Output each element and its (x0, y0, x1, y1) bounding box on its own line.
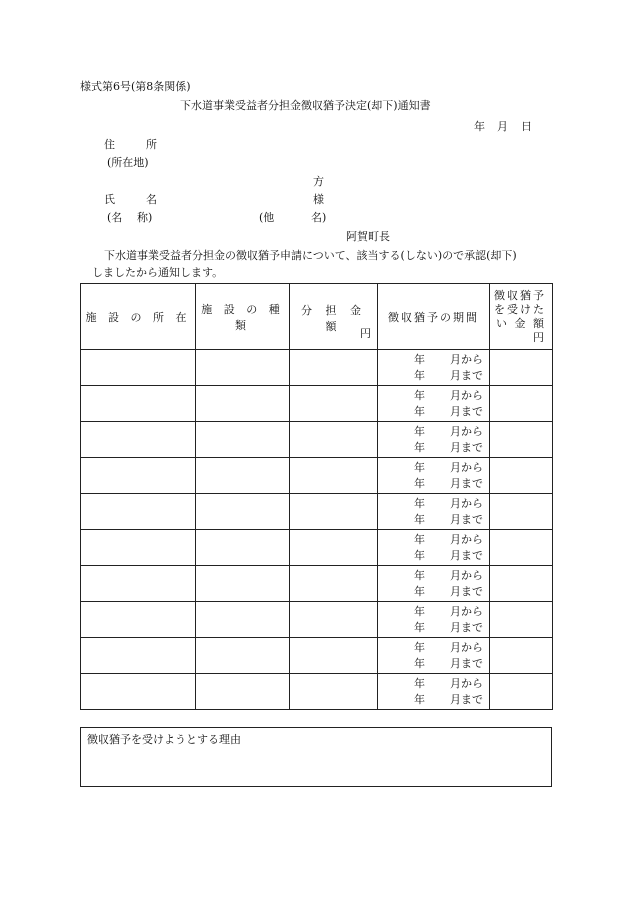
header-deferred-unit: 円 (533, 330, 546, 344)
period-from-month: 月から (450, 460, 483, 474)
cell-period (378, 674, 490, 710)
period-from-year: 年 (414, 424, 425, 438)
cell-period (378, 386, 490, 422)
period-to-month: 月まで (450, 692, 483, 706)
cell-type[interactable] (196, 422, 290, 458)
cell-type[interactable] (196, 386, 290, 422)
period-to-year: 年 (414, 656, 425, 670)
cell-deferred-amount[interactable] (490, 674, 553, 710)
cell-type[interactable] (196, 602, 290, 638)
cell-deferred-amount[interactable] (490, 602, 553, 638)
table-row (81, 386, 553, 422)
body-line-2: しましたから通知します。 (92, 266, 224, 279)
period-from-month: 月から (450, 568, 483, 582)
period-to-month: 月まで (450, 584, 483, 598)
period-from-year: 年 (414, 496, 425, 510)
period-from-month: 月から (450, 532, 483, 546)
name-sublabel-2: 称) (137, 211, 153, 224)
name-label-2: 名 (146, 193, 157, 206)
cell-period (378, 494, 490, 530)
period-to-year: 年 (414, 548, 425, 562)
cell-location[interactable] (81, 422, 196, 458)
cell-location[interactable] (81, 458, 196, 494)
issuer: 阿賀町長 (346, 230, 390, 243)
cell-period (378, 530, 490, 566)
cell-deferred-amount[interactable] (490, 386, 553, 422)
header-location: 施 設 の 所 在 (81, 284, 196, 350)
name-sublabel-1: (名 (107, 211, 123, 224)
period-from-month: 月から (450, 388, 483, 402)
period-to-month: 月まで (450, 620, 483, 634)
period-to-month: 月まで (450, 548, 483, 562)
period-to-month: 月まで (450, 476, 483, 490)
period-to-year: 年 (414, 404, 425, 418)
header-deferred-l3: い 金 額 (496, 316, 546, 330)
period-to-month: 月まで (450, 368, 483, 382)
cell-location[interactable] (81, 566, 196, 602)
cell-period (378, 602, 490, 638)
cell-location[interactable] (81, 386, 196, 422)
other-label-1: (他 (259, 211, 275, 224)
cell-amount[interactable] (290, 350, 378, 386)
header-amount-unit: 円 (360, 327, 371, 340)
cell-amount[interactable] (290, 458, 378, 494)
period-from-year: 年 (414, 352, 425, 366)
date-year: 年 (474, 120, 485, 133)
header-amount-label: 分 担 金 額 (301, 303, 366, 333)
cell-location[interactable] (81, 350, 196, 386)
cell-type[interactable] (196, 566, 290, 602)
period-to-year: 年 (414, 440, 425, 454)
table-row (81, 530, 553, 566)
cell-period (378, 638, 490, 674)
header-type: 施 設 の 種 類 (196, 284, 290, 350)
cell-period (378, 350, 490, 386)
table-row (81, 638, 553, 674)
period-from-year: 年 (414, 604, 425, 618)
cell-type[interactable] (196, 638, 290, 674)
cell-amount[interactable] (290, 494, 378, 530)
cell-amount[interactable] (290, 602, 378, 638)
period-to-year: 年 (414, 584, 425, 598)
period-to-month: 月まで (450, 512, 483, 526)
address-label-2: 所 (146, 138, 157, 151)
header-amount (290, 284, 378, 350)
period-to-year: 年 (414, 476, 425, 490)
table-row (81, 458, 553, 494)
cell-type[interactable] (196, 530, 290, 566)
cell-deferred-amount[interactable] (490, 530, 553, 566)
period-from-year: 年 (414, 640, 425, 654)
cell-deferred-amount[interactable] (490, 494, 553, 530)
table-header-row (81, 284, 553, 350)
cell-period (378, 458, 490, 494)
period-from-year: 年 (414, 568, 425, 582)
period-from-month: 月から (450, 676, 483, 690)
cell-deferred-amount[interactable] (490, 458, 553, 494)
period-from-month: 月から (450, 640, 483, 654)
table-row (81, 494, 553, 530)
deferral-table (80, 283, 553, 710)
cell-amount[interactable] (290, 422, 378, 458)
cell-amount[interactable] (290, 530, 378, 566)
period-to-month: 月まで (450, 440, 483, 454)
cell-location[interactable] (81, 674, 196, 710)
cell-deferred-amount[interactable] (490, 350, 553, 386)
date-day: 日 (521, 120, 532, 133)
document-title: 下水道事業受益者分担金徴収猶予決定(却下)通知書 (180, 99, 431, 112)
cell-period (378, 566, 490, 602)
period-to-year: 年 (414, 620, 425, 634)
cell-deferred-amount[interactable] (490, 422, 553, 458)
body-line-1: 下水道事業受益者分担金の徴収猶予申請について、該当する(しない)ので承認(却下) (104, 249, 517, 262)
period-from-month: 月から (450, 424, 483, 438)
cell-location[interactable] (81, 530, 196, 566)
period-to-month: 月まで (450, 656, 483, 670)
cell-type[interactable] (196, 458, 290, 494)
reason-box[interactable] (80, 727, 552, 787)
cell-type[interactable] (196, 674, 290, 710)
cell-type[interactable] (196, 350, 290, 386)
period-from-month: 月から (450, 496, 483, 510)
reason-label: 徴収猶予を受けようとする理由 (87, 733, 241, 746)
cell-location[interactable] (81, 494, 196, 530)
period-to-year: 年 (414, 368, 425, 382)
cell-deferred-amount[interactable] (490, 566, 553, 602)
table-row (81, 566, 553, 602)
table-row (81, 350, 553, 386)
period-to-year: 年 (414, 512, 425, 526)
cell-amount[interactable] (290, 638, 378, 674)
cell-amount[interactable] (290, 566, 378, 602)
name-kata: 方 (313, 175, 324, 188)
cell-type[interactable] (196, 494, 290, 530)
period-to-year: 年 (414, 692, 425, 706)
period-from-year: 年 (414, 460, 425, 474)
cell-amount[interactable] (290, 386, 378, 422)
table-row (81, 602, 553, 638)
period-from-year: 年 (414, 388, 425, 402)
cell-deferred-amount[interactable] (490, 638, 553, 674)
other-label-2: 名) (311, 211, 327, 224)
name-sama: 様 (313, 193, 324, 206)
period-from-year: 年 (414, 532, 425, 546)
header-period: 徴収猶予の期間 (378, 284, 490, 350)
period-from-month: 月から (450, 604, 483, 618)
period-from-year: 年 (414, 676, 425, 690)
address-label-1: 住 (104, 138, 115, 151)
cell-period (378, 422, 490, 458)
cell-location[interactable] (81, 602, 196, 638)
table-row (81, 674, 553, 710)
name-label-1: 氏 (104, 193, 115, 206)
form-number: 様式第6号(第8条関係) (80, 80, 191, 93)
date-month: 月 (497, 120, 508, 133)
cell-amount[interactable] (290, 674, 378, 710)
address-sublabel: (所在地) (107, 156, 149, 169)
header-deferred-l1: 徴収猶予 (494, 288, 546, 302)
header-deferred-l2: を受けた (494, 302, 546, 316)
period-from-month: 月から (450, 352, 483, 366)
header-deferred-amount (490, 284, 553, 350)
table-row (81, 422, 553, 458)
period-to-month: 月まで (450, 404, 483, 418)
cell-location[interactable] (81, 638, 196, 674)
